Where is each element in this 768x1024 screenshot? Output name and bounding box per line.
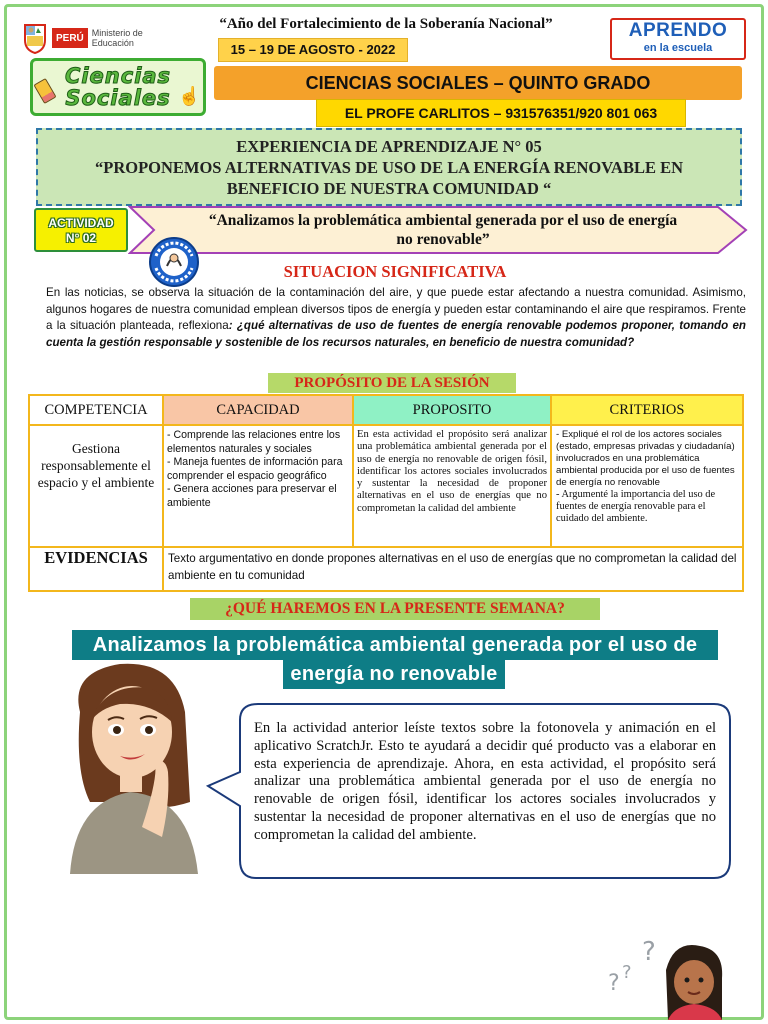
- activity-title-line2: no renovable”: [396, 231, 490, 248]
- subject-logo-line2: Sociales: [65, 86, 171, 110]
- ministry-label: Ministerio de Educación: [91, 28, 143, 48]
- situation-body: [46, 285, 746, 351]
- speech-bubble-text: En la actividad anterior leíste textos sobre la fotonovela y animación en el aplicativo ScratchJr. Esto te ayudará a decidir qué producto vas a elaborar en esta experiencia de aprendizaje. Ahora, en esta actividad, el propósito será analizar una problemática ambiental generada por el uso de energía no renovable de origen fósil, identificar los actores sociales involucrados y sustentar la necesidad de proponer alternativas en el uso de energías que no comprometan la calidad del ambiente.: [254, 720, 716, 843]
- purpose-title: PROPÓSITO DE LA SESIÓN: [268, 373, 516, 393]
- headline-line1: Analizamos la problemática ambiental generada por el uso de: [72, 630, 718, 660]
- teacher-contact: EL PROFE CARLITOS – 931576351/920 801 063: [316, 99, 686, 127]
- header-capacidad: CAPACIDAD: [163, 395, 353, 425]
- headline-line2: energía no renovable: [283, 659, 505, 689]
- experience-title-line2: BENEFICIO DE NUESTRA COMUNIDAD “: [226, 179, 552, 198]
- svg-text:?: ?: [608, 971, 620, 996]
- capacidad-cell: [163, 425, 353, 547]
- ministry-logo: [22, 18, 150, 58]
- curious-kid-illustration: [604, 930, 744, 1020]
- date-range: 15 – 19 DE AGOSTO - 2022: [218, 38, 408, 62]
- capacidad-item: - Genera acciones para preservar el ambiente: [167, 483, 337, 509]
- year-title: “Año del Fortalecimiento de la Soberanía Nacional”: [219, 16, 553, 32]
- criterio-item: - Argumenté la importancia del uso de fuentes de energía renovable para el cuidado del ambiente.: [556, 489, 716, 524]
- proposito-cell: En esta actividad el propósito será analizar una problemática ambiental generada por el uso de energía no renovable de origen fósil, identificar los actores sociales involucrados y sustentar la necesidad de proponer alternativas en el uso de energías que no comprometan la calidad del ambiente: [353, 425, 551, 547]
- activity-title: [158, 211, 728, 249]
- aprendo-logo-title: APRENDO: [628, 20, 728, 41]
- peru-shield-icon: [22, 22, 48, 54]
- evidence-row: [29, 547, 743, 591]
- competencia-cell: Gestiona responsablemente el espacio y el ambiente: [29, 425, 163, 547]
- header-criterios: CRITERIOS: [551, 395, 743, 425]
- table-row: [29, 425, 743, 547]
- criterio-item: - Expliqué el rol de los actores sociales (estado, empresas privadas y ciudadanía) involucrados en una problemática ambiental producida por el uso de fuentes de energía no renovable: [556, 429, 735, 488]
- course-title: CIENCIAS SOCIALES – QUINTO GRADO: [214, 66, 742, 100]
- svg-text:?: ?: [622, 962, 632, 983]
- criterios-cell: [551, 425, 743, 547]
- subject-logo-line1: Ciencias: [64, 64, 172, 88]
- activity-badge-number: N° 02: [65, 231, 97, 245]
- activity-badge-label: ACTIVIDAD: [48, 216, 114, 230]
- evidence-label: EVIDENCIAS: [29, 547, 163, 591]
- pointer-hand-icon: ☝: [178, 86, 201, 106]
- speech-bubble: [236, 702, 731, 880]
- experience-number: EXPERIENCIA DE APRENDIZAJE N° 05: [236, 137, 542, 156]
- situation-title: SITUACION SIGNIFICATIVA: [283, 262, 507, 281]
- header-proposito: PROPOSITO: [353, 395, 551, 425]
- activity-title-banner: [128, 205, 750, 255]
- evidence-text: Texto argumentativo en donde propones alternativas en el uso de energías que no comprometan la calidad del ambiente en tu comunidad: [163, 547, 743, 591]
- table-header-row: [29, 395, 743, 425]
- capacidad-item: - Maneja fuentes de información para comprender el espacio geográfico: [167, 456, 343, 482]
- svg-text:?: ?: [642, 937, 656, 967]
- aprendo-logo-subtitle: en la escuela: [643, 42, 713, 54]
- profe-carlitos-logo: [148, 236, 200, 288]
- activity-badge: [34, 208, 128, 252]
- experience-box: [36, 128, 742, 206]
- situation-question: : ¿qué alternativas de uso de fuentes de energía renovable podemos proponer, tomando en cuenta la gestión responsable y sostenible de los recursos naturales, en beneficio de nuestra comunidad?: [46, 319, 746, 349]
- session-table: [28, 394, 744, 592]
- situation-text: En las noticias, se observa la situación de la contaminación del aire, y que puede estar afectando a nuestra comunidad. Asimismo, algunos hogares de nuestra comunidad emplean diversos tipos de energía y pueden estar contaminando el aire que respiramos. Frente a la situación planteada, reflexiona: [46, 286, 746, 332]
- peru-label: PERÚ: [52, 28, 88, 48]
- activity-title-line1: “Analizamos la problemática ambiental generada por el uso de energía: [208, 212, 678, 229]
- capacidad-item: - Comprende las relaciones entre los elementos naturales y sociales: [167, 429, 341, 455]
- aprendo-logo: [610, 18, 746, 60]
- header-competencia: COMPETENCIA: [29, 395, 163, 425]
- week-title: ¿QUÉ HAREMOS EN LA PRESENTE SEMANA?: [190, 598, 600, 620]
- experience-title-line1: “PROPONEMOS ALTERNATIVAS DE USO DE LA ENERGÍA RENOVABLE EN: [94, 158, 684, 177]
